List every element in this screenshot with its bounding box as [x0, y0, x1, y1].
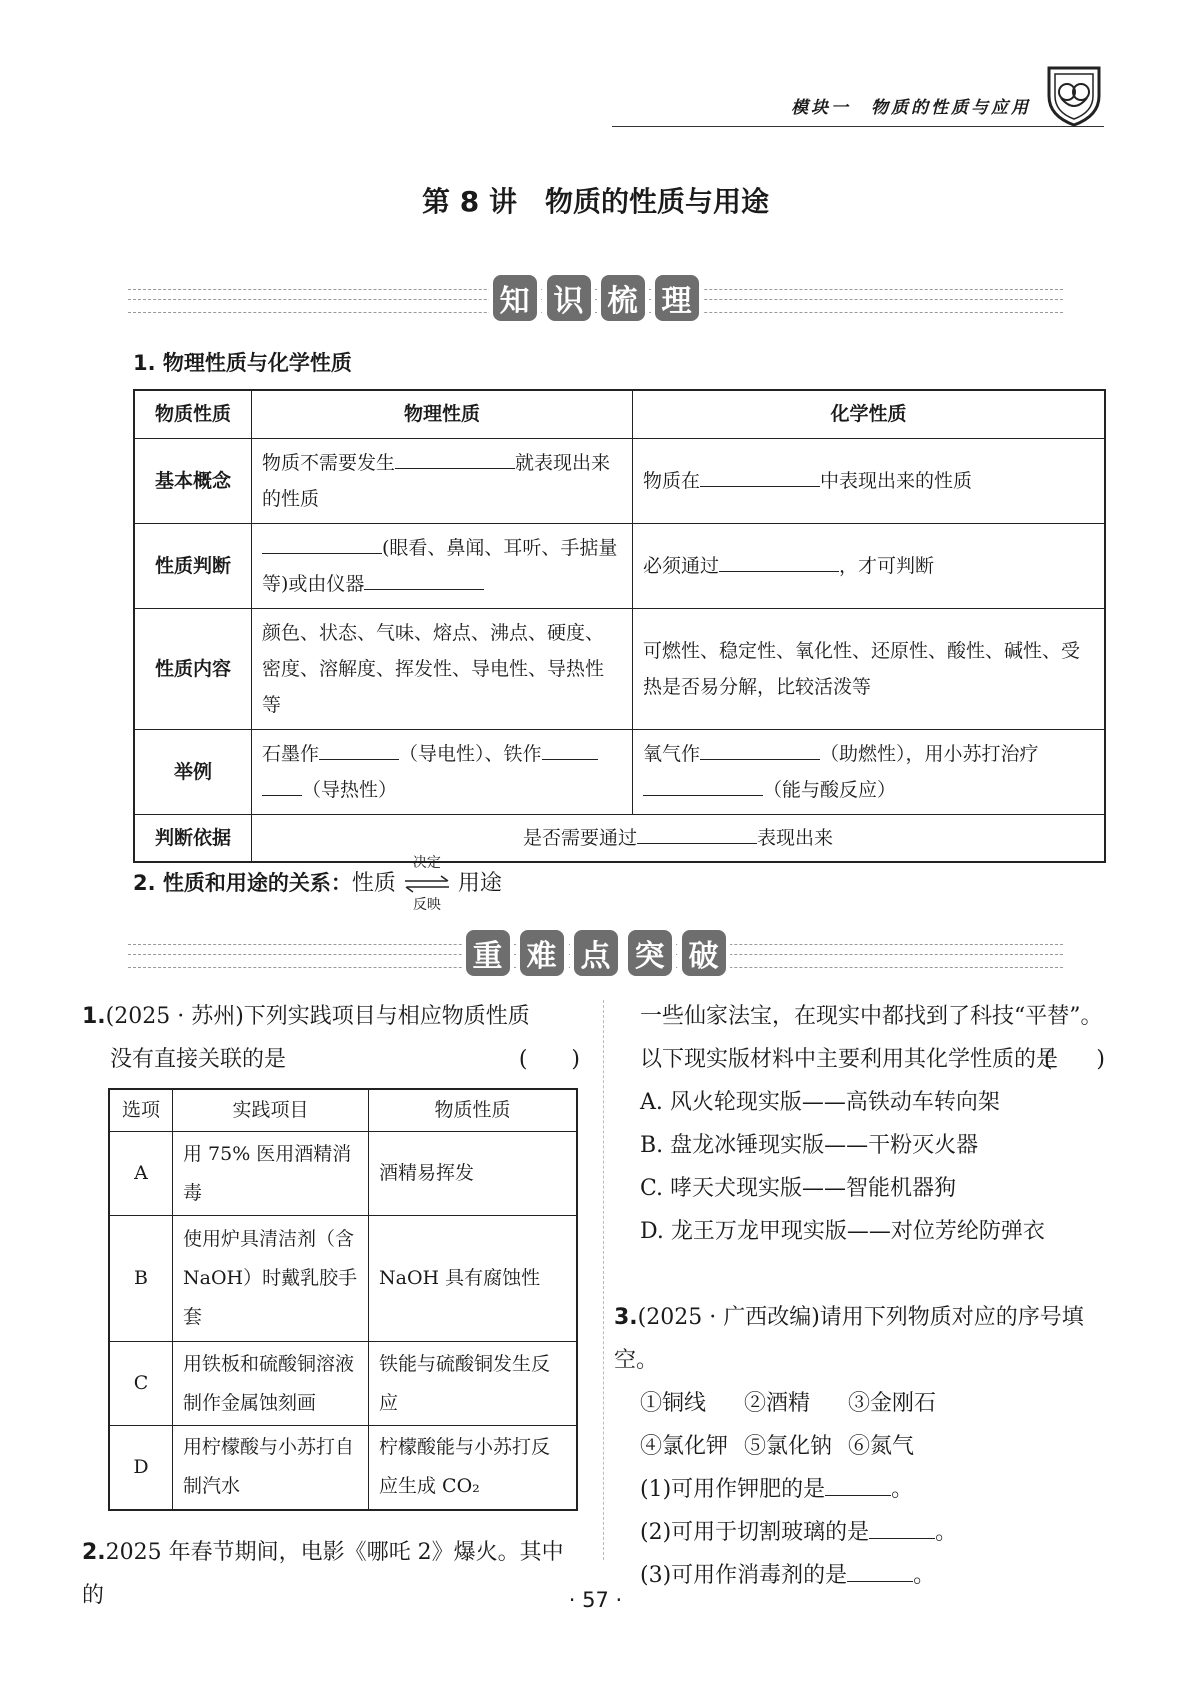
- banner-char: 重: [466, 930, 510, 976]
- table-header: 物质性质: [369, 1089, 578, 1132]
- table-cell: 是否需要通过 表现出来: [252, 814, 1106, 862]
- question-1-table: [108, 1088, 578, 1511]
- banner-char: 识: [547, 275, 591, 321]
- table-cell: C: [109, 1342, 173, 1426]
- publisher-logo-icon: [1043, 62, 1105, 128]
- option-c: C. 哮天犬现实版——智能机器狗: [640, 1176, 957, 1201]
- table-cell: 可燃性、稳定性、氧化性、还原性、酸性、碱性、受热是否易分解，比较活泼等: [633, 608, 1106, 729]
- question-3: 3.(2025 · 广西改编)请用下列物质对应的序号填空。 ①铜线 ②酒精 ③金刚石 ④氯化钾 ⑤氯化钠 ⑥氮气 (1)可用作钾肥的是 。 (2)可用于切割玻璃的是 。 (3)可用作消毒剂的是 。: [614, 1305, 1084, 1588]
- running-header: 模块一 物质的性质与应用: [791, 98, 1031, 118]
- table-cell: 用铁板和硫酸铜溶液制作金属蚀刻画: [173, 1342, 369, 1426]
- properties-table: [133, 389, 1106, 863]
- table-cell: D: [109, 1426, 173, 1510]
- page-number: · 57 ·: [568, 1588, 623, 1612]
- table-cell: 必须通过 ，才可判断: [633, 523, 1106, 608]
- banner-char: 突: [628, 930, 672, 976]
- table-cell: 物质在 中表现出来的性质: [633, 438, 1106, 523]
- relation-line: 2. 性质和用途的关系：性质 决定 反映 用途: [133, 855, 502, 913]
- table-cell: 使用炉具清洁剂（含 NaOH）时戴乳胶手套: [173, 1216, 369, 1342]
- table-cell: 柠檬酸能与小苏打反应生成 CO₂: [369, 1426, 578, 1510]
- row-label: 性质判断: [134, 523, 252, 608]
- table-cell: 铁能与硫酸铜发生反应: [369, 1342, 578, 1426]
- row-label: 性质内容: [134, 608, 252, 729]
- table-cell: 石墨作 （导电性）、铁作（导热性）: [252, 729, 633, 814]
- row-label: 判断依据: [134, 814, 252, 862]
- banner-char: 梳: [601, 275, 645, 321]
- banner-char: 破: [682, 930, 726, 976]
- double-arrow-icon: 决定 反映: [403, 872, 451, 896]
- table-cell: A: [109, 1132, 173, 1216]
- banner-char: 难: [520, 930, 564, 976]
- table-cell: 用 75% 医用酒精消毒: [173, 1132, 369, 1216]
- column-divider: [603, 1000, 604, 1560]
- table-cell: (眼看、鼻闻、耳听、手掂量等)或由仪器: [252, 523, 633, 608]
- section-banner-knowledge: [128, 275, 1063, 325]
- section-heading-1: 1. 物理性质与化学性质: [133, 351, 352, 375]
- table-cell: NaOH 具有腐蚀性: [369, 1216, 578, 1342]
- question-2-start: 2.2025 年春节期间，电影《哪吒 2》爆火。其中的: [82, 1540, 564, 1608]
- section-banner-difficulties: [128, 930, 1063, 980]
- question-2-continued: 一些仙家法宝，在现实中都找到了科技“平替”。以下现实版材料中主要利用其化学性质的是 ( ) A. 风火轮现实版——高铁动车转向架 B. 盘龙冰锤现实版——干粉灭火器 C. 哮天犬现实版——智能机器狗 D. 龙王万龙甲现实版——对位芳纶防弹衣: [640, 995, 1105, 1253]
- table-cell: 用柠檬酸与小苏打自制汽水: [173, 1426, 369, 1510]
- row-label: 举例: [134, 729, 252, 814]
- option-d: D. 龙王万龙甲现实版——对位芳纶防弹衣: [640, 1219, 1045, 1244]
- table-cell: 酒精易挥发: [369, 1132, 578, 1216]
- row-label: 基本概念: [134, 438, 252, 523]
- table-header: 物质性质: [134, 390, 252, 438]
- table-cell: 物质不需要发生 就表现出来的性质: [252, 438, 633, 523]
- option-a: A. 风火轮现实版——高铁动车转向架: [640, 1090, 1000, 1115]
- table-header: 实践项目: [173, 1089, 369, 1132]
- banner-char: 点: [574, 930, 618, 976]
- table-header: 选项: [109, 1089, 173, 1132]
- banner-char: 知: [493, 275, 537, 321]
- header-rule: [612, 126, 1104, 127]
- table-cell: 颜色、状态、气味、熔点、沸点、硬度、密度、溶解度、挥发性、导电性、导热性等: [252, 608, 633, 729]
- table-cell: 氧气作 （助燃性），用小苏打治疗（能与酸反应）: [633, 729, 1106, 814]
- table-header: 物理性质: [252, 390, 633, 438]
- table-header: 化学性质: [633, 390, 1106, 438]
- option-b: B. 盘龙冰锤现实版——干粉灭火器: [640, 1133, 979, 1158]
- banner-char: 理: [655, 275, 699, 321]
- page-title: 第 8 讲 物质的性质与用途: [422, 185, 769, 218]
- table-cell: B: [109, 1216, 173, 1342]
- question-1: 1.(2025 · 苏州)下列实践项目与相应物质性质 没有直接关联的是 ( ): [82, 1004, 580, 1072]
